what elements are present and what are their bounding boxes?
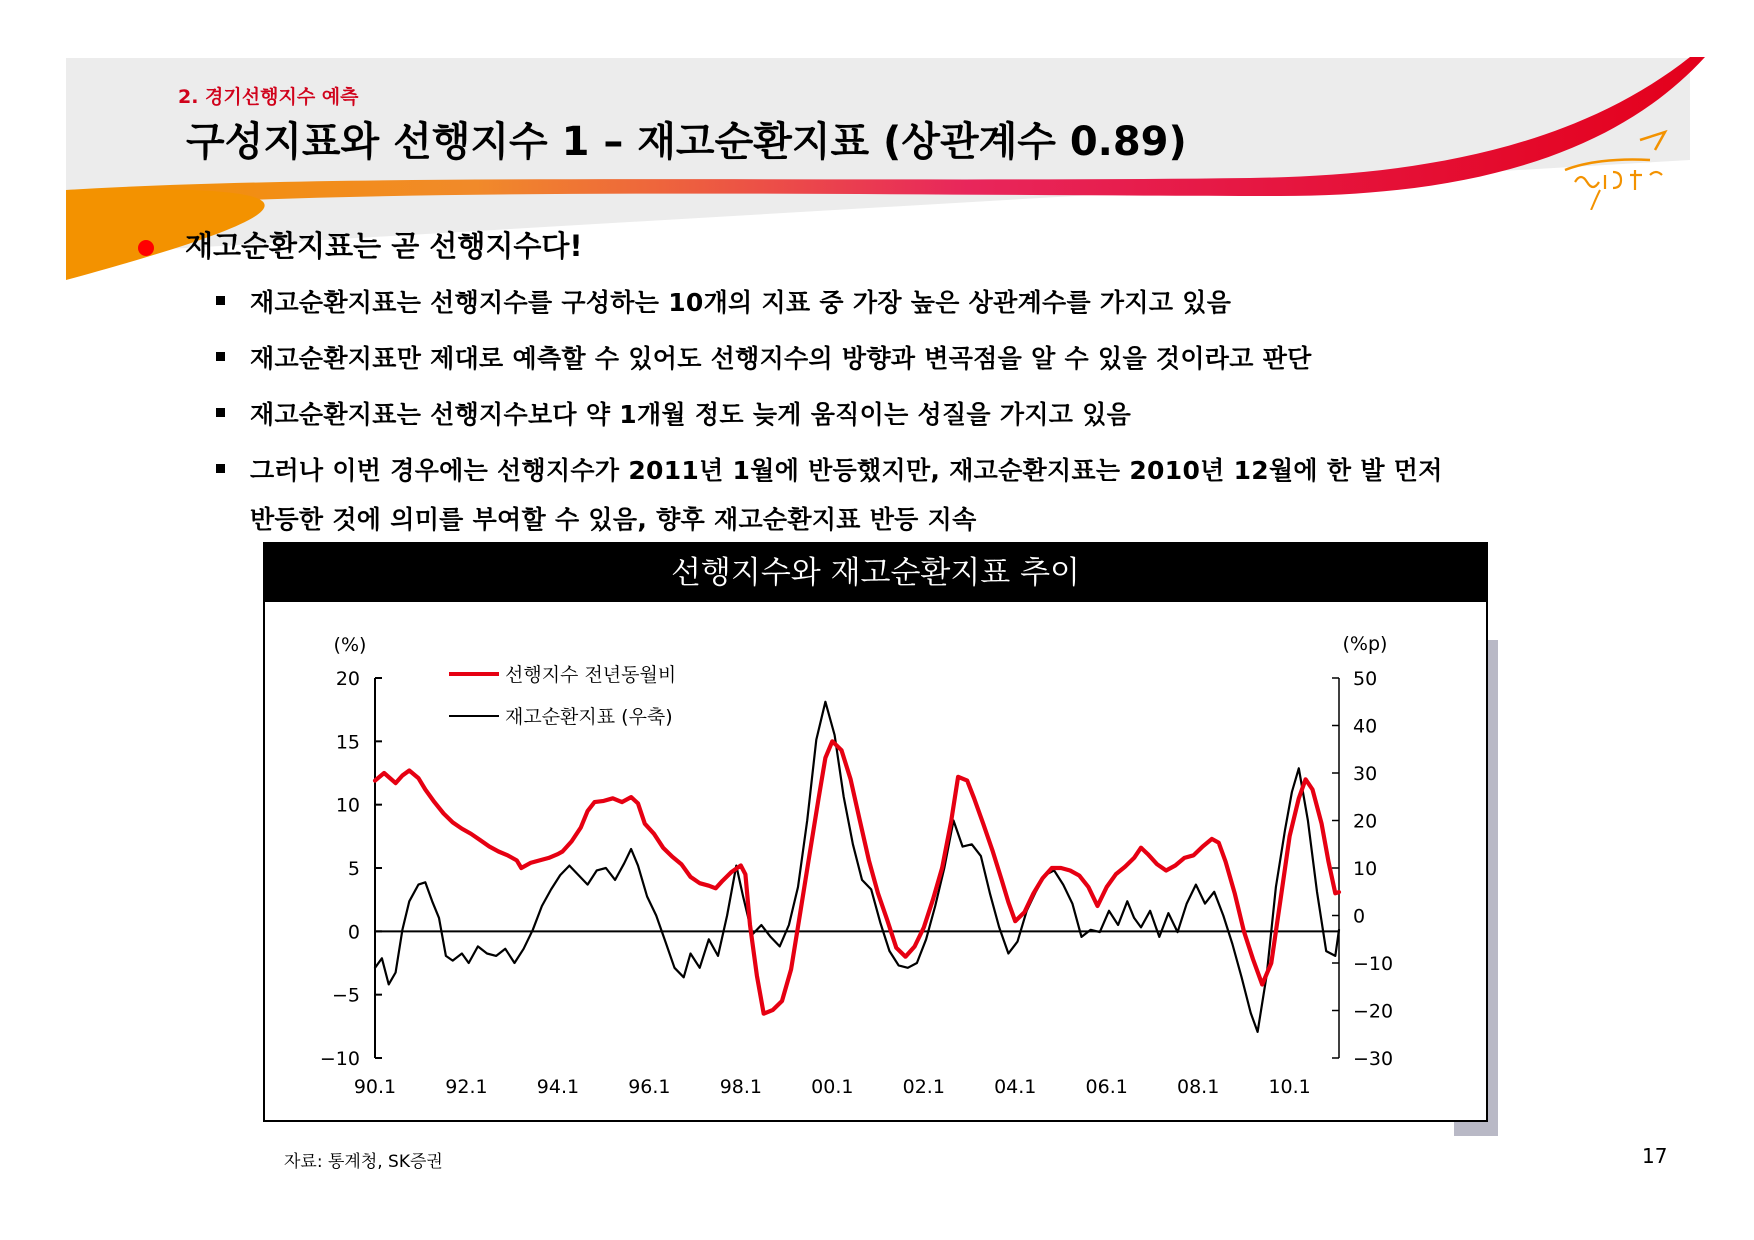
x-tick-label: 08.1 — [1176, 1076, 1220, 1098]
brand-logo — [1555, 120, 1675, 210]
y-left-tick-label: 15 — [335, 731, 360, 754]
section-label: 2. 경기선행지수 예측 — [178, 86, 359, 108]
y-right-unit: (%p) — [1342, 633, 1388, 655]
x-tick-label: 02.1 — [902, 1076, 945, 1098]
bullet-square-icon — [216, 408, 225, 417]
legend-label-inventory: 재고순환지표 (우축) — [505, 706, 673, 728]
y-left-tick-label: −10 — [319, 1048, 360, 1070]
x-tick-label: 04.1 — [994, 1076, 1037, 1098]
y-right-tick-label: −30 — [1353, 1048, 1394, 1070]
bullet-text: 재고순환지표는 선행지수보다 약 1개월 정도 늦게 움직이는 성질을 가지고 있음 — [250, 400, 1132, 429]
line-chart — [265, 602, 1486, 1120]
y-right-tick-label: 20 — [1353, 810, 1378, 833]
bullet-text-continued: 반등한 것에 의미를 부여할 수 있음, 향후 재고순환지표 반등 지속 — [250, 505, 977, 534]
y-right-tick-label: 50 — [1353, 668, 1378, 690]
source-note: 자료: 통계청, SK증권 — [284, 1152, 443, 1172]
main-bullet-dot — [138, 240, 154, 256]
bullet-text: 재고순환지표만 제대로 예측할 수 있어도 선행지수의 방향과 변곡점을 알 수 있을 것이라고 판단 — [250, 344, 1312, 373]
bullet-square-icon — [216, 464, 225, 473]
y-right-tick-label: 30 — [1353, 763, 1378, 785]
y-right-tick-label: 40 — [1353, 715, 1378, 738]
y-left-tick-label: 5 — [347, 858, 360, 880]
chart-title: 선행지수와 재고순환지표 추이 — [265, 544, 1486, 602]
main-point: 재고순환지표는 곧 선행지수다! — [185, 229, 583, 263]
x-tick-label: 96.1 — [628, 1076, 671, 1098]
y-left-tick-label: −5 — [331, 984, 360, 1007]
chart-panel — [263, 542, 1488, 1122]
bullet-text: 재고순환지표는 선행지수를 구성하는 10개의 지표 중 가장 높은 상관계수를 가지고 있음 — [250, 288, 1232, 317]
x-tick-label: 90.1 — [353, 1076, 397, 1098]
bullet-square-icon — [216, 296, 225, 305]
y-right-tick-label: 10 — [1353, 858, 1378, 880]
x-tick-label: 06.1 — [1085, 1076, 1128, 1098]
x-tick-label: 10.1 — [1268, 1076, 1311, 1098]
y-right-tick-label: −20 — [1353, 1000, 1394, 1023]
legend-label-leading: 선행지수 전년동월비 — [505, 664, 677, 686]
bullet-text: 그러나 이번 경우에는 선행지수가 2011년 1월에 반등했지만, 재고순환지표는 2010년 12월에 한 발 먼저 — [250, 456, 1443, 485]
y-left-tick-label: 10 — [335, 794, 360, 817]
page-number: 17 — [1642, 1144, 1668, 1168]
page-title: 구성지표와 선행지수 1 – 재고순환지표 (상관계수 0.89) — [186, 119, 1187, 165]
bullet-square-icon — [216, 352, 225, 361]
y-right-tick-label: 0 — [1353, 905, 1366, 928]
y-left-unit: (%) — [333, 634, 367, 656]
series-line-leading-index — [375, 741, 1339, 1013]
x-tick-label: 00.1 — [811, 1076, 854, 1098]
x-tick-label: 98.1 — [719, 1076, 763, 1098]
x-tick-label: 92.1 — [445, 1076, 488, 1098]
x-tick-label: 94.1 — [536, 1076, 580, 1098]
y-left-tick-label: 0 — [347, 921, 360, 944]
y-right-tick-label: −10 — [1353, 953, 1394, 975]
y-left-tick-label: 20 — [335, 668, 360, 690]
